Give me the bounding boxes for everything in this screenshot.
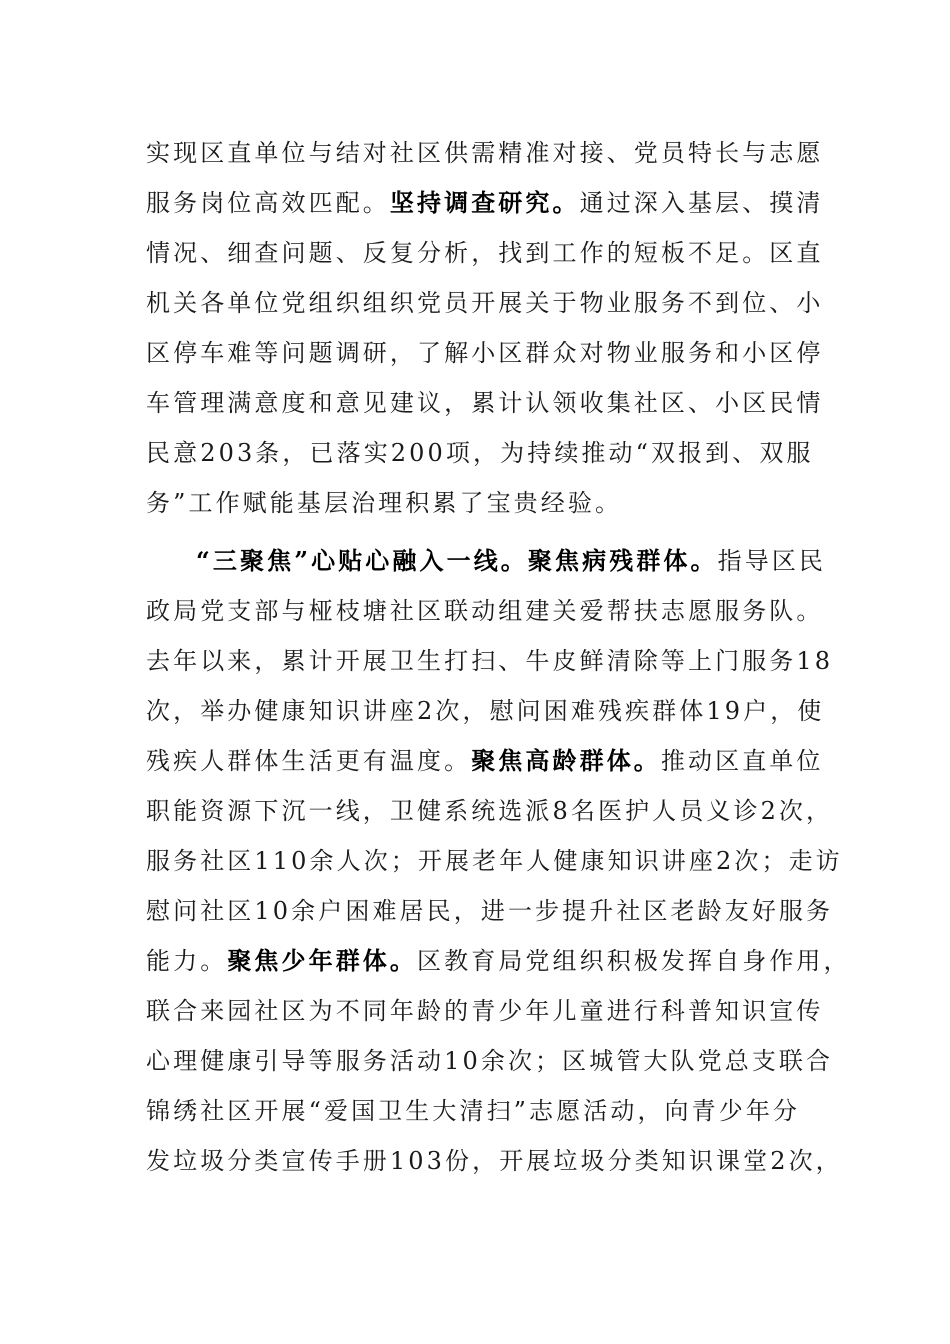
text-line: 政局党支部与桠枝塘社区联动组建关爱帮扶志愿服务队。 [146,597,824,625]
text-line [146,178,824,228]
bold-heading-three-focus: “三聚焦”心贴心融入一线。 [196,546,528,575]
text-line: 服务社区110余人次；开展老年人健康知识讲座2次；走访 [146,847,843,875]
text-line: 车管理满意度和意见建议，累计认领收集社区、小区民情 [146,389,824,417]
bold-heading-sick-disabled: 聚焦病残群体。 [527,546,718,575]
text-line: 心理健康引导等服务活动10余次；区城管大队党总支联合 [146,1047,834,1075]
text-run: 能力。 [146,947,228,975]
text-line: 慰问社区10余户困难居民，进一步提升社区老龄友好服务 [146,897,834,925]
text-line: 机关各单位党组织组织党员开展关于物业服务不到位、小 [146,289,824,317]
text-line: 联合来园社区为不同年龄的青少年儿童进行科普知识宣传 [146,997,824,1025]
text-run: 服务岗位高效匹配。 [146,189,390,217]
text-line: 次，举办健康知识讲座2次，慰问困难残疾群体19户，使 [146,697,825,725]
text-line [146,936,851,986]
text-line: 发垃圾分类宣传手册103份，开展垃圾分类知识课堂2次， [146,1147,843,1175]
text-line: 民意203条，已落实200项，为持续推动“双报到、双服 [146,439,814,467]
text-run: 指导区民 [717,547,827,575]
text-line: 职能资源下沉一线，卫健系统选派8名医护人员义诊2次， [146,797,834,825]
bold-heading-youth: 聚焦少年群体。 [227,946,418,975]
text-line [146,736,824,786]
text-line: 务”工作赋能基层治理积累了宝贵经验。 [146,489,623,517]
text-run: 残疾人群体生活更有温度。 [146,747,472,775]
text-line: 区停车难等问题调研，了解小区群众对物业服务和小区停 [146,339,824,367]
text-line: 锦绣社区开展“爱国卫生大清扫”志愿活动，向青少年分 [146,1097,801,1125]
text-line: 实现区直单位与结对社区供需精准对接、党员特长与志愿 [146,139,824,167]
bold-heading-research: 坚持调查研究。 [389,188,580,217]
paragraph-research [146,128,824,528]
paragraph-three-focus [146,536,851,1186]
text-run: 通过深入基层、摸清 [579,189,824,217]
text-run: 推动区直单位 [660,747,824,775]
text-line [146,536,827,586]
text-run: 区教育局党组织积极发挥自身作用， [417,947,851,975]
bold-heading-elderly: 聚焦高龄群体。 [471,746,661,775]
text-line: 去年以来，累计开展卫生打扫、牛皮鲜清除等上门服务18 [146,647,834,675]
text-line: 情况、细查问题、反复分析，找到工作的短板不足。区直 [146,239,824,267]
